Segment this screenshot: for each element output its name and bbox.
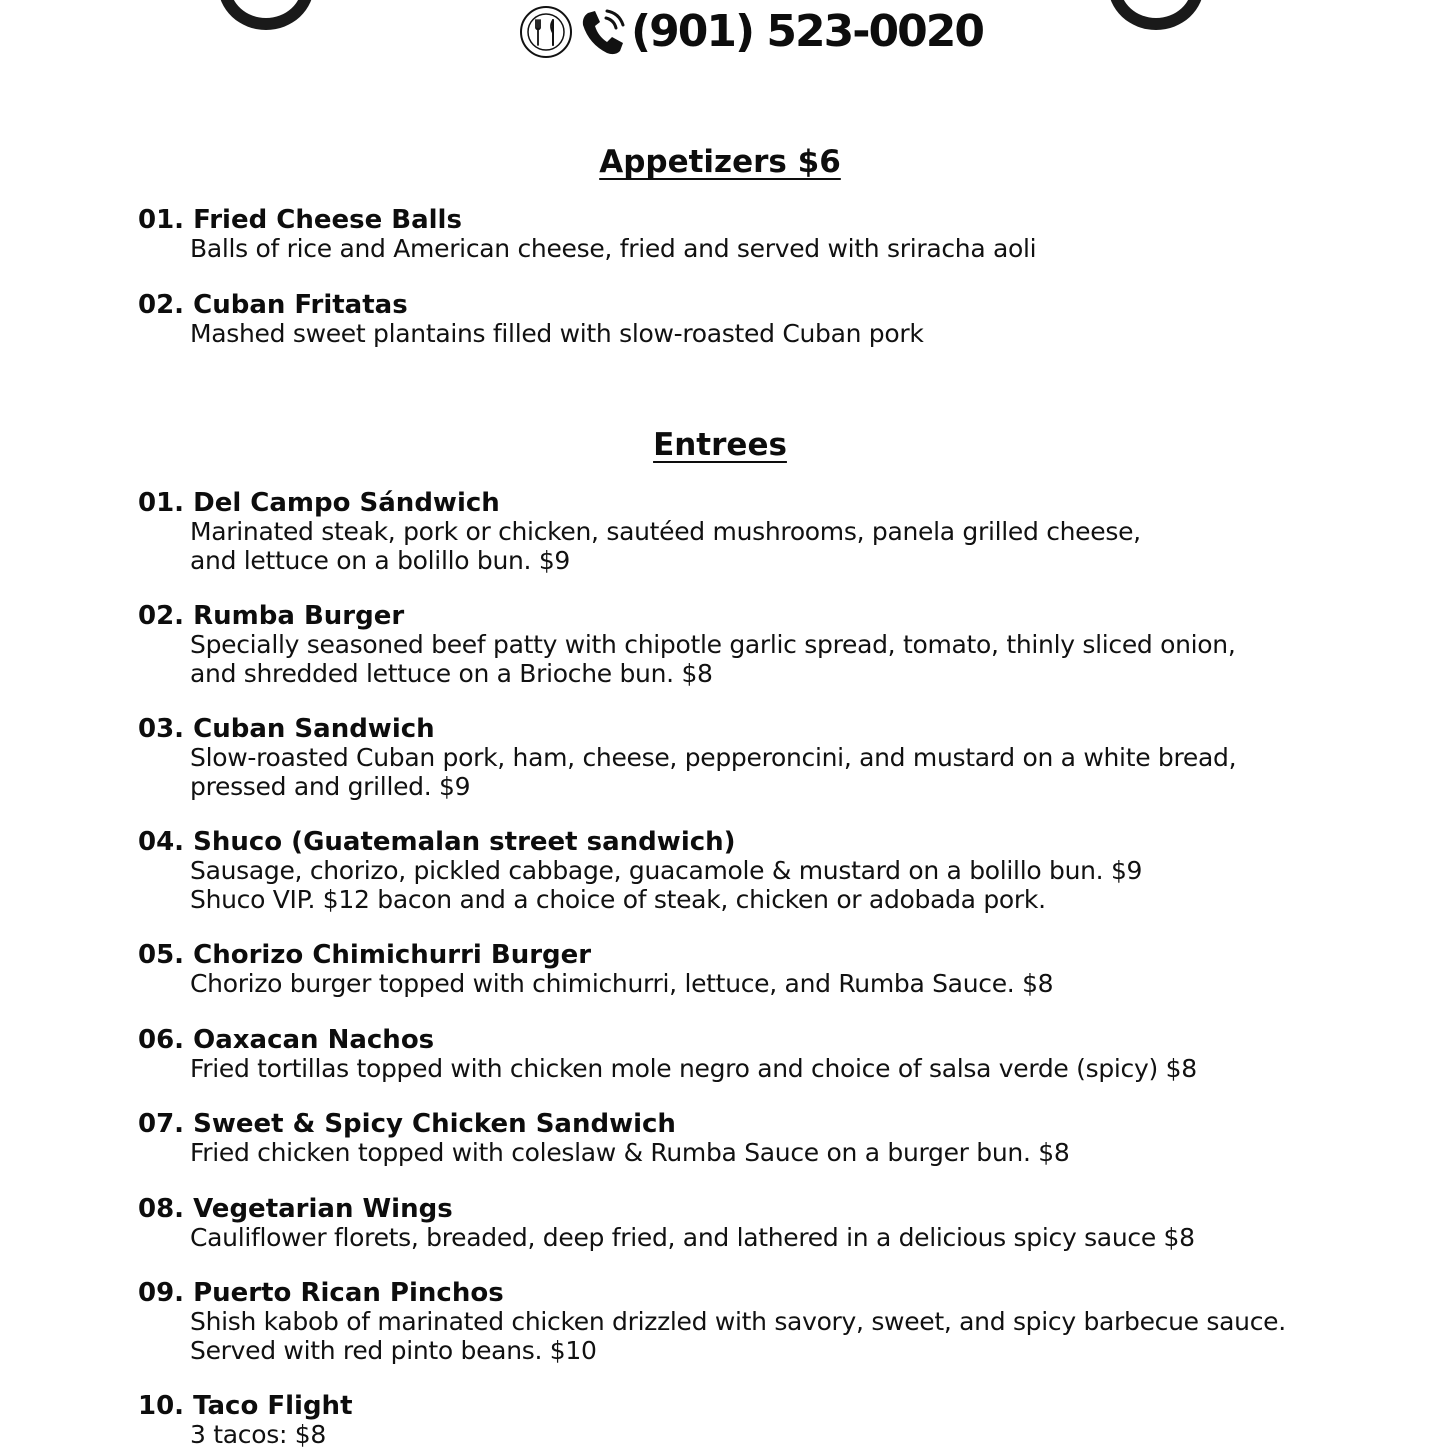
- menu-item-description: Shuco VIP. $12 bacon and a choice of steak, chicken or adobada pork.: [190, 884, 1046, 914]
- menu-item: [138, 290, 1338, 349]
- menu-item-title: 02. Rumba Burger: [138, 601, 405, 631]
- menu-item: [138, 1025, 1338, 1084]
- phone-number[interactable]: (901) 523-0020: [631, 6, 983, 57]
- menu-item-title: 10. Taco Flight: [138, 1391, 353, 1421]
- menu-item-title: 04. Shuco (Guatemalan street sandwich): [138, 827, 736, 857]
- menu-item-description: Cauliflower florets, breaded, deep fried, and lathered in a delicious spicy sauce $8: [190, 1222, 1195, 1252]
- menu-item: [138, 827, 1338, 914]
- menu-item-description: Fried chicken topped with coleslaw & Rumba Sauce on a burger bun. $8: [190, 1138, 1070, 1167]
- menu-item: [138, 714, 1338, 801]
- appetizers-heading: [0, 142, 1440, 182]
- decorative-ring-right: [1108, 0, 1204, 30]
- entrees-list: [138, 488, 1338, 1450]
- menu-item: [138, 488, 1338, 575]
- menu-item-description: Fried tortillas topped with chicken mole negro and choice of salsa verde (spicy) $8: [190, 1053, 1197, 1083]
- menu-item-description: and lettuce on a bolillo bun. $9: [190, 545, 571, 575]
- menu-item-title: 06. Oaxacan Nachos: [138, 1024, 435, 1055]
- menu-item: [138, 601, 1338, 688]
- menu-item-title: 05. Chorizo Chimichurri Burger: [138, 940, 592, 970]
- menu-item-description: Balls of rice and American cheese, fried and served with sriracha aoli: [190, 234, 1037, 263]
- menu-item: [138, 1109, 1338, 1168]
- phone-icon: [579, 7, 627, 57]
- entrees-heading-text: Entrees: [653, 427, 787, 463]
- menu-item-description: Specially seasoned beef patty with chipotle garlic spread, tomato, thinly sliced onion,: [190, 630, 1236, 659]
- menu-item: [138, 1391, 1338, 1450]
- decorative-ring-left: [218, 0, 314, 30]
- appetizers-heading-text: Appetizers $6: [599, 144, 841, 180]
- menu-item-title: 09. Puerto Rican Pinchos: [138, 1278, 504, 1308]
- phone-header: [519, 2, 983, 62]
- menu-item-title: 01. Fried Cheese Balls: [138, 205, 462, 235]
- menu-item: [138, 205, 1338, 264]
- menu-item-description: pressed and grilled. $9: [190, 771, 471, 801]
- menu-item-description: Marinated steak, pork or chicken, sautéed mushrooms, panela grilled cheese,: [190, 517, 1141, 546]
- plate-cutlery-icon: [519, 5, 573, 59]
- appetizers-list: [138, 205, 1338, 348]
- menu-item-description: Mashed sweet plantains filled with slow-roasted Cuban pork: [190, 318, 924, 348]
- menu-item-description: Slow-roasted Cuban pork, ham, cheese, pepperoncini, and mustard on a white bread,: [190, 743, 1237, 772]
- menu-item-description: Served with red pinto beans. $10: [190, 1335, 597, 1365]
- menu-item-description: Shish kabob of marinated chicken drizzled with savory, sweet, and spicy barbecue sauce.: [190, 1307, 1286, 1336]
- menu-item-description: and shredded lettuce on a Brioche bun. $8: [190, 658, 713, 688]
- menu-item-title: 02. Cuban Fritatas: [138, 289, 408, 320]
- menu-item-description: 3 tacos: $8: [190, 1420, 326, 1449]
- menu-item-title: 08. Vegetarian Wings: [138, 1193, 453, 1224]
- menu-item-description: Sausage, chorizo, pickled cabbage, guacamole & mustard on a bolillo bun. $9: [190, 856, 1143, 885]
- menu-item-title: 01. Del Campo Sándwich: [138, 488, 500, 518]
- menu-item: [138, 940, 1338, 999]
- entrees-heading: [0, 425, 1440, 465]
- menu-item-title: 07. Sweet & Spicy Chicken Sandwich: [138, 1109, 676, 1139]
- menu-item-title: 03. Cuban Sandwich: [138, 714, 435, 744]
- menu-item: [138, 1194, 1338, 1253]
- menu-item: [138, 1278, 1338, 1365]
- menu-item-description: Chorizo burger topped with chimichurri, lettuce, and Rumba Sauce. $8: [190, 969, 1054, 998]
